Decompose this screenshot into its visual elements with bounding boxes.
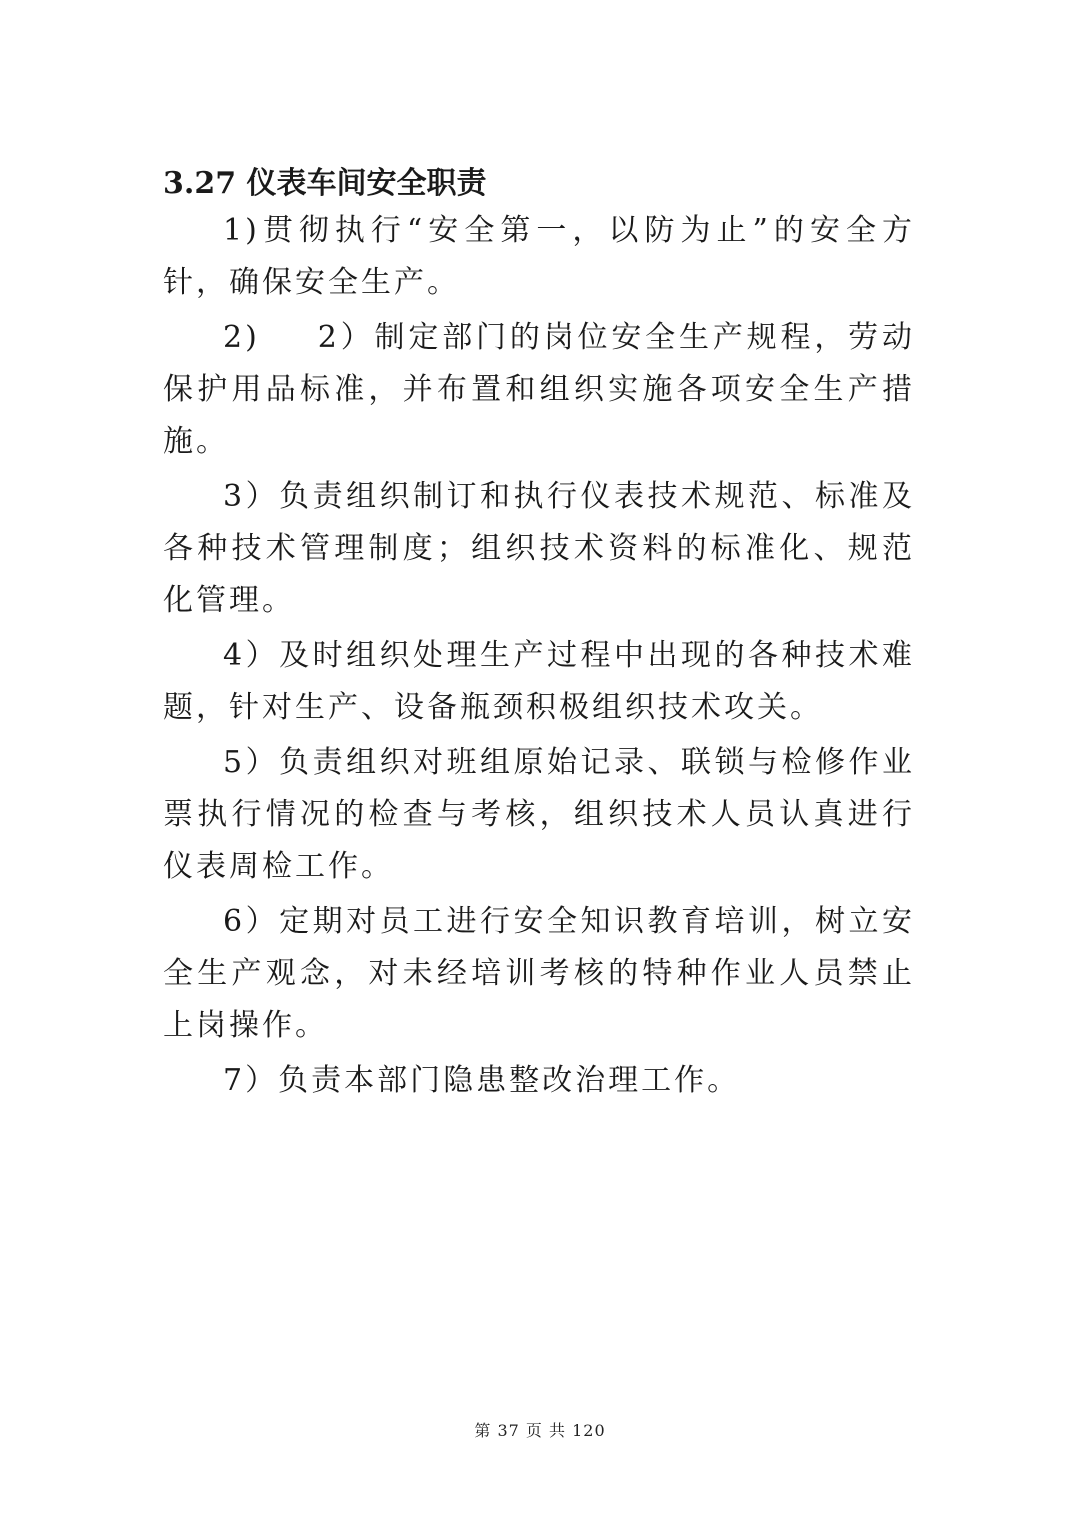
paragraph-5 — [163, 737, 915, 893]
paragraph-4 — [163, 630, 915, 734]
page-footer: 第 37 页 共 120 — [474, 1421, 606, 1440]
paragraph-7 — [163, 1055, 915, 1107]
paragraph-text: 7）负责本部门隐患整改治理工作。 — [223, 1063, 741, 1098]
paragraph-text: 5）负责组织对班组原始记录、联锁与检修作业票执行情况的检查与考核，组织技术人员认真进行仪表周检工作。 — [163, 745, 915, 884]
paragraph-2 — [163, 312, 915, 468]
paragraph-1 — [163, 205, 915, 309]
paragraph-text: 4）及时组织处理生产过程中出现的各种技术难题，针对生产、设备瓶颈积极组织技术攻关。 — [163, 638, 915, 725]
paragraph-number: 2) — [223, 320, 260, 355]
body-text — [163, 205, 915, 1110]
paragraph-text: 2）制定部门的岗位安全生产规程，劳动保护用品标准，并布置和组织实施各项安全生产措施。 — [163, 320, 915, 459]
paragraph-text: 1)贯彻执行“安全第一，以防为止”的安全方针，确保安全生产。 — [163, 213, 915, 300]
paragraph-3 — [163, 471, 915, 627]
section-heading: 3.27 仪表车间安全职责 — [163, 166, 487, 201]
paragraph-text: 6）定期对员工进行安全知识教育培训，树立安全生产观念，对未经培训考核的特种作业人员禁止上岗操作。 — [163, 904, 915, 1043]
paragraph-6 — [163, 896, 915, 1052]
paragraph-text: 3）负责组织制订和执行仪表技术规范、标准及各种技术管理制度；组织技术资料的标准化、规范化管理。 — [163, 479, 915, 618]
